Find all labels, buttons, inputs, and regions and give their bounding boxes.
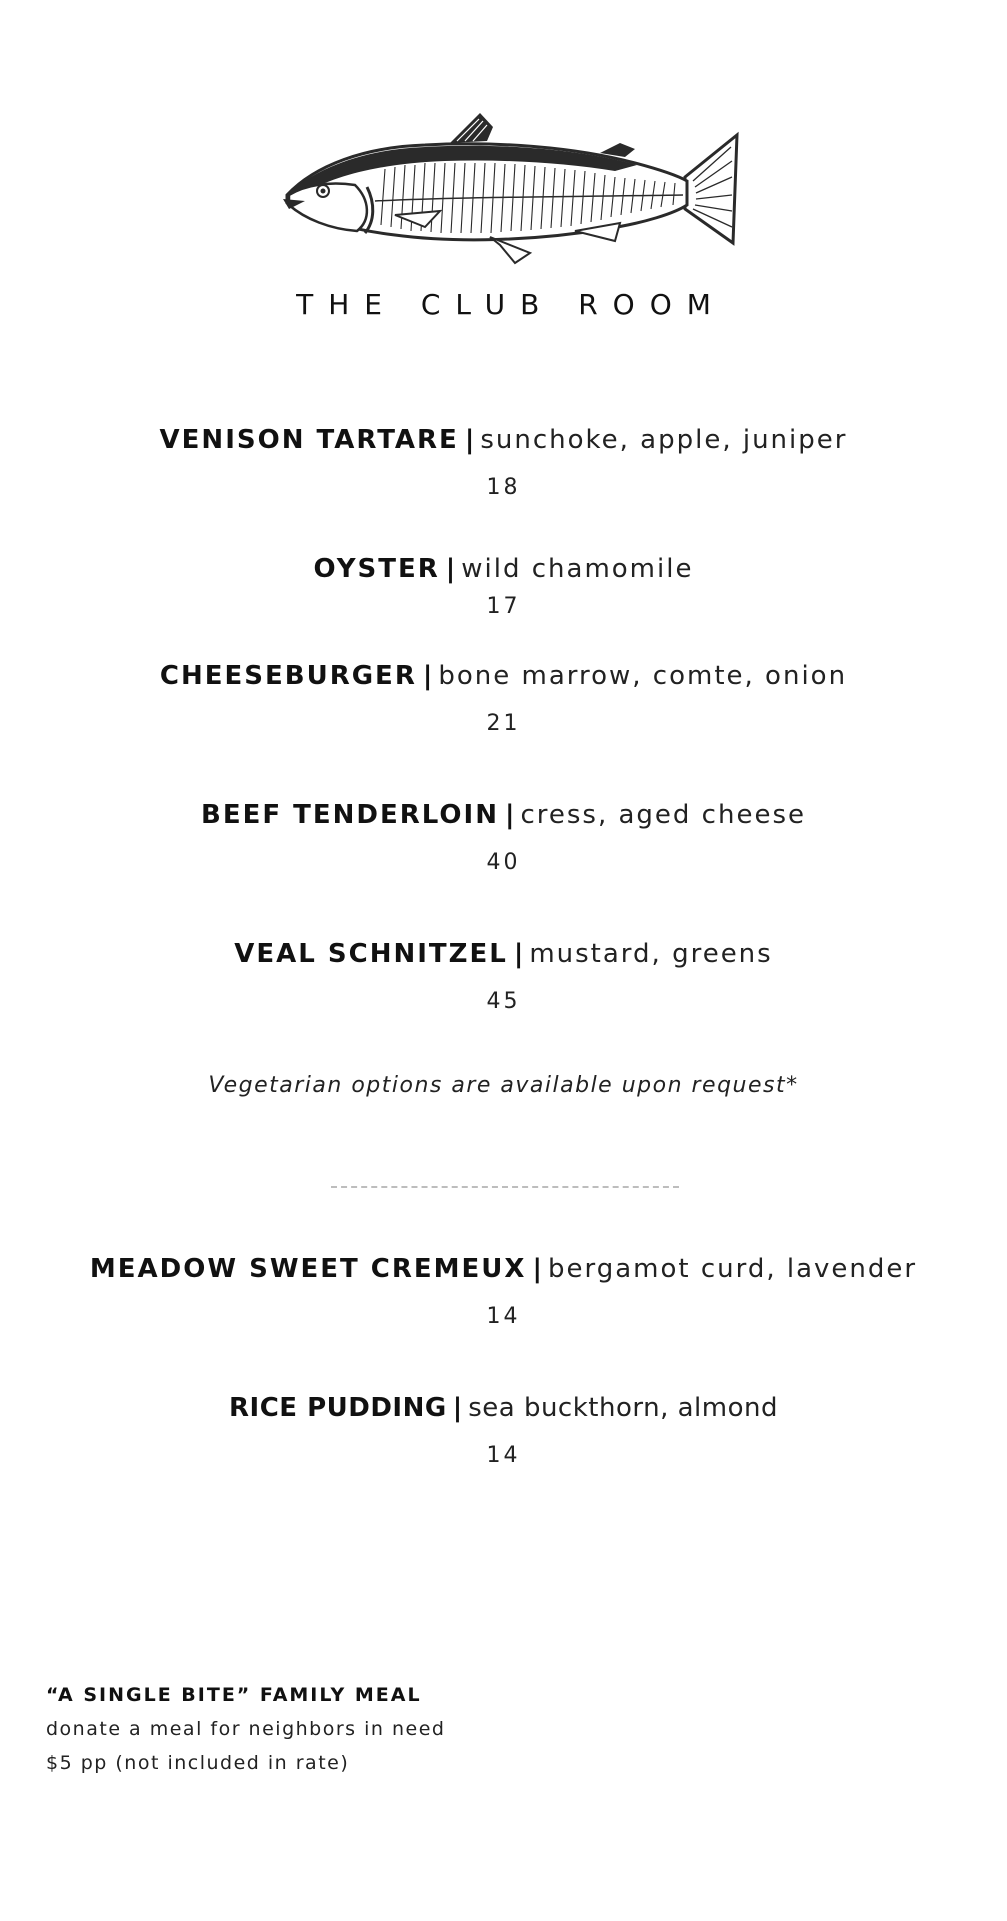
item-price: 18 [486,475,521,500]
item-price: 14 [486,1443,521,1468]
menu-item-cheeseburger [0,660,1007,692]
item-separator: | [452,1393,463,1423]
item-description: wild chamomile [461,554,694,584]
item-price: 14 [486,1304,521,1329]
item-price: 17 [486,594,521,619]
item-description: bone marrow, comte, onion [438,661,848,691]
item-description: mustard, greens [529,939,773,969]
item-name: BEEF TENDERLOIN [201,800,499,830]
item-separator: | [422,661,433,691]
footer-title: “A SINGLE BITE” FAMILY MEAL [46,1684,422,1706]
menu-item-meadow-sweet-cremeux [0,1253,1007,1285]
item-name: OYSTER [313,554,440,584]
restaurant-title: THE CLUB ROOM [296,288,726,321]
item-separator: | [445,554,456,584]
vegetarian-note: Vegetarian options are available upon request* [208,1073,799,1098]
item-description: sea buckthorn, almond [468,1393,778,1423]
item-price: 45 [486,989,521,1014]
item-name: MEADOW SWEET CREMEUX [89,1254,527,1284]
item-name: VENISON TARTARE [159,425,459,455]
menu-item-beef-tenderloin [0,799,1007,831]
item-separator: | [464,425,475,455]
item-name: RICE PUDDING [229,1393,447,1423]
menu-item-veal-schnitzel [0,938,1007,970]
menu-item-oyster [0,553,1007,585]
item-name: CHEESEBURGER [159,661,417,691]
item-price: 40 [486,850,521,875]
item-description: sunchoke, apple, juniper [480,425,848,455]
menu-item-venison-tartare [0,424,1007,456]
menu-item-rice-pudding [0,1392,1007,1424]
salmon-fish-icon [275,105,740,270]
footer-line: $5 pp (not included in rate) [46,1752,350,1774]
item-description: cress, aged cheese [520,800,806,830]
item-name: VEAL SCHNITZEL [234,939,508,969]
family-meal-footer [46,1678,445,1780]
item-price: 21 [486,711,521,736]
item-separator: | [504,800,515,830]
item-description: bergamot curd, lavender [547,1254,918,1284]
section-divider [331,1186,679,1188]
footer-line: donate a meal for neighbors in need [46,1718,446,1740]
item-separator: | [532,1254,542,1284]
item-separator: | [513,939,524,969]
